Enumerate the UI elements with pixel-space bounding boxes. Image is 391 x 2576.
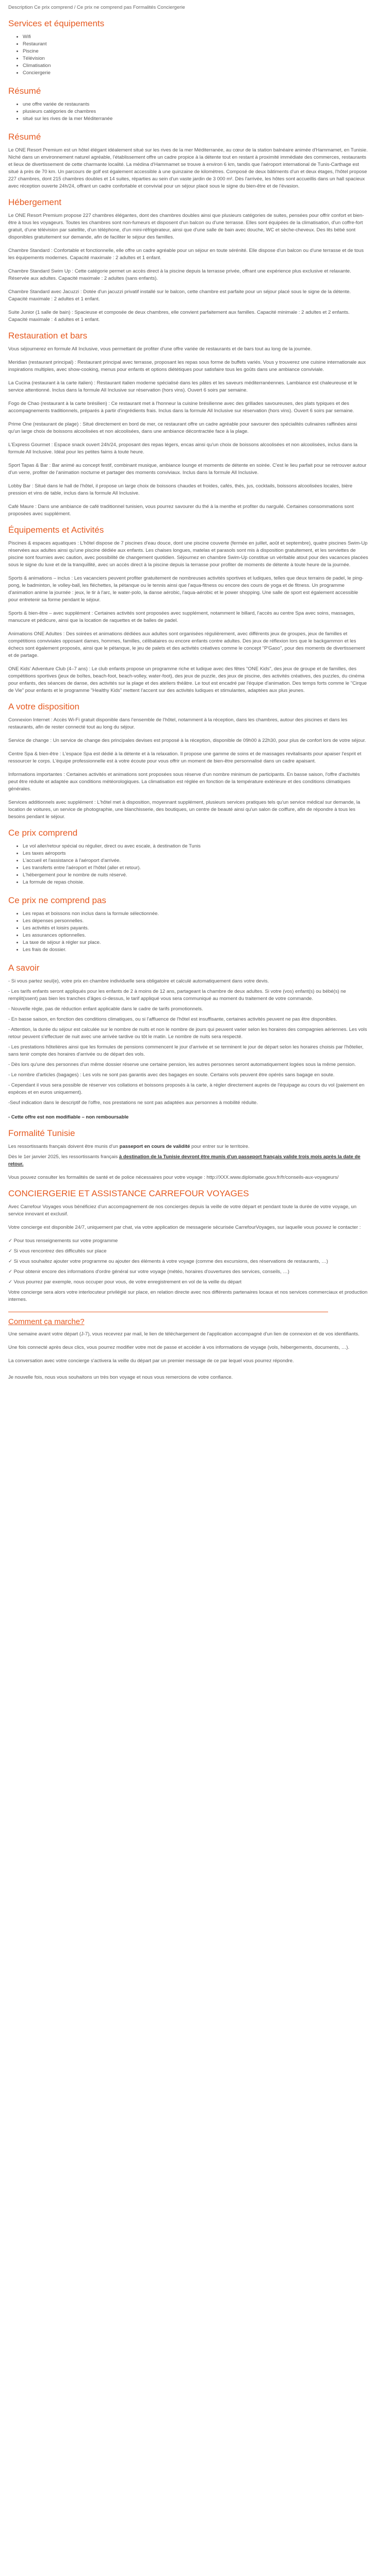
list-item: • Piscine [23, 48, 368, 55]
paragraph: - Si vous partez seul(e), votre prix en chambre individuelle sera obligatoire et calculé automatiquement dans votre devis. [8, 978, 269, 984]
list-item: • Restaurant [23, 41, 368, 48]
paragraph: Fogo de Chao (restaurant à la carte brésilien) : Ce restaurant met à l'honneur la cuisine brésilienne avec des grillades savoureuses, des plats typiques et des accompagnements traditionnels, préparés à partir d'ingrédients frais. Inclus dans la formule All Inclusive sur réservation (hors vins). Ouvert 6 soirs par semaine. [8, 401, 354, 414]
valid-offer-note: - Cette offre est non modifiable – non remboursable [8, 1114, 129, 1120]
paragraph: ✓ Pour tous renseignements sur votre programme [8, 1238, 118, 1244]
paragraph: Informations importantes : Certaines activités et animations sont proposées sous réserve d'un nombre minimum de participants. En basse saison, l'offre d'activités peut être réduite et adaptée aux conditions météorologiques. La climatisation est réglée en fonction de la température extérieure et des conditions climatiques générales. [8, 772, 360, 792]
paragraph: Meridian (restaurant principal) : Restaurant principal avec terrasse, proposant les repas sous forme de buffets variés. Vous y trouverez une cuisine internationale aux inspirations multiples, avec show-cooking, menus pour enfants et options diététiques pour satisfaire tous les goûts dans une ambiance conviviale. [8, 360, 366, 372]
section-heading-prix-comprend: Ce prix comprend [8, 828, 78, 838]
paragraph: Services additionnels avec supplément : L'hôtel met à disposition, moyennant supplément, plusieurs services pratiques tels qu'un service médical sur demande, la location de voitures, un service de photographie, une blanchisserie, des boutiques, un centre de beauté ainsi qu'un salon de coiffure, afin de répondre à tous les besoins pendant le séjour. [8, 800, 361, 820]
list-item: • situé sur les rives de la mer Méditerranée [23, 115, 368, 123]
section-heading-disposition: A votre disposition [8, 702, 79, 711]
paragraph: Suite Junior (1 salle de bain) : Spacieuse et composée de deux chambres, elle convient parfaitement aux familles. Capacité minimale : 2 adultes et 2 enfants. Capacité maximale : 4 adultes et 1 enfant. [8, 310, 350, 323]
list-item: • Le vol aller/retour spécial ou régulier, direct ou avec escale, à destination de Tunis [23, 843, 368, 850]
section-heading-conciergerie: CONCIERGERIE ET ASSISTANCE CARREFOUR VOYAGES [8, 1189, 249, 1198]
list-item: • Conciergerie [23, 70, 368, 77]
list-item: • Wifi [23, 33, 368, 41]
list-item: • L'hébergement pour le nombre de nuits réservé. [23, 872, 368, 879]
paragraph: Sports & bien-être – avec supplément : Certaines activités sont proposées avec supplément, notamment le billard, l'accès au centre Spa avec soins, massages, manucure et pédicure, ainsi que la location de raquettes et de balles de padel. [8, 611, 355, 623]
paragraph: Une semaine avant votre départ (J-7), vous recevrez par mail, le lien de téléchargement de l'application accompagné d'un lien de connexion et de vos identifiants. [8, 1331, 360, 1337]
paragraph: Avec Carrefour Voyages vous bénéficiez d'un accompagnement de nos concierges depuis la veille de votre départ et pendant toute la durée de votre voyage, un service innovant et exclusif. [8, 1204, 356, 1217]
list-item: • plusieurs catégories de chambres [23, 108, 368, 115]
paragraph: Prime One (restaurant de plage) : Situé directement en bord de mer, ce restaurant offre un cadre agréable pour savourer des spécialités culinaires raffinées ainsi qu'un large choix de boissons alcoolisées et non alcoolisées, dans une ambiance décontractée face à la plage. [8, 421, 357, 434]
section-heading-comment: Comment ça marche? [8, 1317, 85, 1326]
list-item: • L'accueil et l'assistance à l'aéroport d'arrivée. [23, 857, 368, 865]
paragraph: Animations ONE Adultes : Des soirées et animations dédiées aux adultes sont organisées régulièrement, avec différents jeux de groupes, jeux de familles et compétitions conviviales opposant dames, hommes, familles, célibataires ou encore enfants contre adultes. Des jeux de réflexion lors que le backgammon et les échecs sont également proposés, ainsi que le pétanque, le jeu de palets et des activités créatives comme le concept "P'Gaso", pour des moments de divertissement et de partage. [8, 631, 365, 658]
list-item: • Les repas et boissons non inclus dans la formule sélectionnée. [23, 910, 368, 918]
paragraph: - Nouvelle règle, pas de réduction enfant applicable dans le cadre de tarifs promotionnels. [8, 1006, 203, 1012]
paragraph: Votre concierge sera alors votre interlocuteur privilégié sur place, en relation directe avec nos différents partenaires locaux et nos services commerciaux et production internes. [8, 1290, 368, 1302]
paragraph: - Dès lors qu'une des personnes d'un même dossier réserve une certaine pension, les autres personnes seront automatiquement logées sous la même pension. [8, 1062, 356, 1067]
paragraph: La Cucina (restaurant à la carte italien) : Restaurant italien moderne spécialisé dans les pâtes et les saveurs méditerranéennes. Lambiance est chaleureuse et le service attentionné. Inclus dans la formule All Inclusive sur réservation (hors vins). Ouvert 6 soirs par semaine. [8, 380, 357, 393]
paragraph: Le ONE Resort Premium propose 227 chambres élégantes, dont des chambres doubles ainsi que plusieurs catégories de suites, pensées pour offrir confort et bien-être à tous les voyageurs. Toutes les chambres sont non-fumeurs et disposent d'un balcon ou d'une terrasse. Elles sont équipées de la climatisation, d'un coffre-fort gratuit, d'une télévision par satellite, d'un téléphone, d'un mini-réfrigérateur, ainsi que d'une salle de bain avec douche, WC et sèche-cheveux. Des lits bébé sont disponibles gratuitement sur demande, afin de faciliter le séjour des familles. [8, 213, 364, 240]
list-item: • Les assurances optionnelles. [23, 932, 368, 939]
paragraph [8, 1154, 368, 1168]
list-item: • Les frais de dossier. [23, 946, 368, 954]
paragraph: Chambre Standard : Confortable et fonctionnelle, elle offre un cadre agréable pour un séjour en toute sérénité. Elle dispose d'un balcon ou d'une terrasse et de tous les équipements modernes. Capacité maximale : 2 adultes et 1 enfant. [8, 248, 364, 261]
text-bold: à destination de la Tunisie devront être munis d'un passeport français valide trois mois après la date de retour. [8, 1154, 361, 1167]
section-heading-a-savoir: A savoir [8, 963, 40, 973]
text: pour entrer sur le territoire. [190, 1144, 250, 1149]
paragraph [8, 1143, 368, 1150]
paragraph: Centre Spa & bien-être : L'espace Spa est dédié à la détente et à la relaxation. Il propose une gamme de soins et de massages revitalisants pour apaiser l'esprit et ressourcer le corps. L'équipe professionnelle est à votre écoute pour vous offrir un moment de bien-être personnalisé dans un cadre apaisant. [8, 751, 362, 764]
paragraph: ✓ Si vous souhaitez ajouter votre programme ou ajouter des éléments à votre voyage (comme des excursions, des réservations de restaurants, …) [8, 1259, 328, 1264]
paragraph: Chambre Standard Swim Up : Cette catégorie permet un accès direct à la piscine depuis la terrasse privée, offrant une expérience plus exclusive et relaxante. Réservée aux adultes. Capacité maximale : 2 adultes (sans enfants). [8, 268, 351, 281]
section-heading-restauration: Restauration et bars [8, 331, 88, 341]
paragraph: Vous séjournerez en formule All Inclusive, vous permettant de profiter d'une offre variée de restaurants et de bars tout au long de la journée. [8, 346, 312, 352]
paragraph: Sports & animations – inclus : Les vacanciers peuvent profiter gratuitement de nombreuses activités sportives et ludiques, telles que deux terrains de padel, le ping-pong, le badminton, le volley-ball, les fléchettes, la pétanque ou le tennis ainsi que l'aqua-fitness ou encore des cours de yoga et de fitness. Un programme d'animation anime la journée : jeux, le tir à l'arc, le water-polo, la danse aérobic, l'aqua-aérobic et le power shopping. Une salle de sport est également accessible pour entretenir sa forme pendant le séjour. [8, 575, 364, 603]
text-bold: passeport en cours de validité [119, 1144, 190, 1149]
paragraph: Service de change : Un service de change des principales devises est proposé à la réception, disponible de 09h00 à 22h30, pour plus de confort lors de votre séjour. [8, 738, 366, 743]
breadcrumb: Description Ce prix comprend / Ce prix ne comprend pas Formalités Conciergerie [8, 5, 185, 10]
paragraph: ✓ Si vous rencontrez des difficultés sur place [8, 1248, 107, 1254]
section-heading-resume-1: Résumé [8, 86, 41, 96]
price-includes-list [8, 843, 368, 886]
paragraph: ONE Kids' Adventure Club (4–7 ans) : Le club enfants propose un programme riche et ludique avec des fêtes "ONE Kids", des jeux de groupe et de familles, des compétitions sportives (jeux de boîtes, beach-foot, beach-volley, water-foot), des jeux de puzzle, des jeux de piscine, des activités créatives, des puzzles, du cinéma pour enfants, des séances de danse, des activités sur la plage et des ateliers théâtre. Le tout est encadré par l'équipe d'animation. Des temps forts comme le "Cirque de Vie" pour enfants et le programme "Healthy Kids" mettent l'accent sur des activités ludiques et stimulantes, adaptées aux plus jeunes. [8, 666, 367, 693]
list-item: • La formule de repas choisie. [23, 879, 368, 886]
paragraph: - En basse saison, en fonction des conditions climatiques, ou si l'affluence de l'hôtel est insuffisante, certaines activités peuvent ne pas être disponibles. [8, 1016, 337, 1022]
paragraph: - Le nombre d'articles (bagages) : Les vols ne sont pas garantis avec des bagages en soute. Certains vols peuvent être opérés sans bagage en soute. [8, 1072, 335, 1078]
list-item: • Les dépenses personnelles. [23, 918, 368, 925]
paragraph: Une fois connecté après deux clics, vous pourrez modifier votre mot de passe et accéder à vos informations de voyage (vols, hébergements, documents, …). [8, 1345, 350, 1350]
paragraph: - Cependant il vous sera possible de réserver vos collations et boissons proposés à la carte, à régler directement auprès de l'équipage au cours du vol (paiement en espèces et en euros uniquement). [8, 1082, 365, 1095]
section-heading-formalite: Formalité Tunisie [8, 1128, 75, 1138]
paragraph: Lobby Bar : Situé dans le hall de l'hôtel, il propose un large choix de boissons chaudes et froides, cafés, thés, jus, cocktails, boissons alcoolisées locales, bière pression et vins de table, inclus dans la formule All Inclusive. [8, 483, 353, 496]
list-item: • Climatisation [23, 62, 368, 70]
paragraph: Piscines & espaces aquatiques : L'hôtel dispose de 7 piscines d'eau douce, dont une piscine couverte (fermée en juillet, août et septembre), quatre piscines Swim-Up réservées aux adultes ainsi qu'une piscine dédiée aux enfants. Les chaises longues, matelas et parasols sont mis à disposition gratuitement, et les serviettes de piscine sont fournies avec caution, avec possibilité de changement quotidien. Séjournez en chambre Swim-Up constitue un véritable atout pour des vacances placées sous le signe du luxe et de la tranquillité, avec un accès direct à la piscine depuis la terrasse pour profiter de moments de détente à toute heure de la journée. [8, 540, 368, 568]
paragraph: Je nouvelle fois, nous vous souhaitons un très bon voyage et nous vous remercions de votre confiance. [8, 1375, 233, 1380]
section-heading-prix-ne-comprend-pas: Ce prix ne comprend pas [8, 895, 106, 905]
section-heading-resume-2: Résumé [8, 132, 41, 142]
text: Dès le 1er janvier 2025, les ressortissants français [8, 1154, 119, 1160]
list-item: • une offre variée de restaurants [23, 101, 368, 108]
paragraph: -Seuf indication dans le descriptif de l'offre, nos prestations ne sont pas adaptées aux personnes à mobilité réduite. [8, 1100, 258, 1106]
paragraph: La conversation avec votre concierge s'activera la veille du départ par un premier message de ce par lequel vous pourrez répondre. [8, 1358, 294, 1364]
paragraph: Connexion Internet : Accès Wi-Fi gratuit disponible dans l'ensemble de l'hôtel, notamment à la réception, dans les chambres, autour des piscines et dans les restaurants, afin de rester connecté tout au long du séjour. [8, 717, 348, 730]
resume-list [8, 101, 368, 123]
paragraph: - Les tarifs enfants seront appliqués pour les enfants de 2 à moins de 12 ans, partageant la chambre de deux adultes. Si votre (vos) enfant(s) ou bébé(s) ne remplit(ssent) pas bien les tranches d'âges ci-dessus, le tarif appliqué vous sera communiqué au moment du traitement de votre commande. [8, 989, 346, 1002]
section-heading-hebergement: Hébergement [8, 197, 62, 207]
paragraph: Café Maure : Dans une ambiance de café traditionnel tunisien, vous pourrez savourer du thé à la menthe et profiter du narguilé. Certaines consommations sont proposées avec supplément. [8, 504, 354, 517]
section-heading-services: Services et équipements [8, 19, 105, 28]
list-item: • Les activités et loisirs payants. [23, 925, 368, 932]
price-excludes-list [8, 910, 368, 954]
text: Les ressortissants français doivent être munis d'un [8, 1144, 120, 1149]
paragraph: - Attention, la durée du séjour est calculée sur le nombre de nuits et non le nombre de jours qui peuvent varier selon les horaires des compagnies aériennes. Les vols retour peuvent s'effectuer de nuit avec une arrivée tardive ou tôt le matin. Le nombre de nuits sera respecté. [8, 1027, 367, 1040]
list-item: • Télévision [23, 55, 368, 62]
paragraph: ✓ Vous pourrez par exemple, nous occuper pour vous, de votre enregistrement en vol de la veille du départ [8, 1279, 242, 1285]
paragraph: - Les prestations hôtelières ainsi que les formules de pensions commencent le jour d'arrivée et se terminent le jour de départ selon les horaires choisis par l'hôtelier, sans tenir compte des horaires d'arrivée ou de départ des vols. [8, 1044, 364, 1057]
paragraph: Votre concierge est disponible 24/7, uniquement par chat, via votre application de messagerie sécurisée CarrefourVoyages, sur laquelle vous pouvez le contacter : [8, 1225, 361, 1230]
list-item: • Les transferts entre l'aéroport et l'hôtel (aller et retour). [23, 865, 368, 872]
paragraph: Sport Tapas & Bar : Bar animé au concept festif, combinant musique, ambiance lounge et moments de détente en soirée. C'est le lieu parfait pour se retrouver autour d'un verre, profiter de l'animation nocturne et partager des moments conviviaux. Inclus dans la formule All Inclusive. [8, 463, 367, 476]
section-heading-activites: Équipements et Activités [8, 525, 104, 535]
services-list [8, 33, 368, 77]
paragraph: L'Express Gourmet : Espace snack ouvert 24h/24, proposant des repas légers, encas ainsi qu'un choix de boissons alcoolisées et non alcoolisées, inclus dans la formule All Inclusive. Idéal pour les petites faims à toute heure. [8, 442, 357, 455]
paragraph: ✓ Pour obtenir encore des informations d'ordre général sur votre voyage (météo, horaires d'ouvertures des services, conseils, …) [8, 1269, 289, 1275]
resume-paragraph: Le ONE Resort Premium est un hôtel élégant idéalement situé sur les rives de la mer Méditerranée, au cœur de la station balnéaire animée d'Hammamet, en Tunisie. Niché dans un environnement naturel agréable, l'établissement offre un cadre propice à la détente tout en restant à proximité immédiate des commerces, restaurants et lieux de divertissement de cette charmante localité. La médina d'Hammamet se trouve à environ 6 km, tandis que l'aéroport international de Tunis-Carthage est situé à près de 70 km. Un parcours de golf est également accessible à une quinzaine de kilomètres. Composé de deux bâtiments d'un et deux étages, l'hôtel propose 227 chambres, dont 215 chambres doubles et 14 suites, réparties au sein d'un vaste jardin de 3 000 m². Dès l'arrivée, les hôtes sont accueillis dans un hall spacieux avec réception ouverte 24h/24, offrant un cadre confortable et convivial pour un séjour placé sous le signe du bien-être et de l'évasion. [8, 147, 368, 189]
paragraph: Vous pouvez consulter les formalités de santé et de police nécessaires pour votre voyage : http://XXX.www.diplomatie.gouv.fr/fr/conseils-aux-voyageurs/ [8, 1175, 339, 1180]
list-item: • La taxe de séjour à régler sur place. [23, 939, 368, 946]
paragraph: Chambre Standard avec Jacuzzi : Dotée d'un jacuzzi privatif installé sur le balcon, cette chambre est parfaite pour un séjour placé sous le signe de la détente. Capacité maximale : 2 adultes et 1 enfant. [8, 289, 351, 302]
list-item: • Les taxes aéroports [23, 850, 368, 857]
